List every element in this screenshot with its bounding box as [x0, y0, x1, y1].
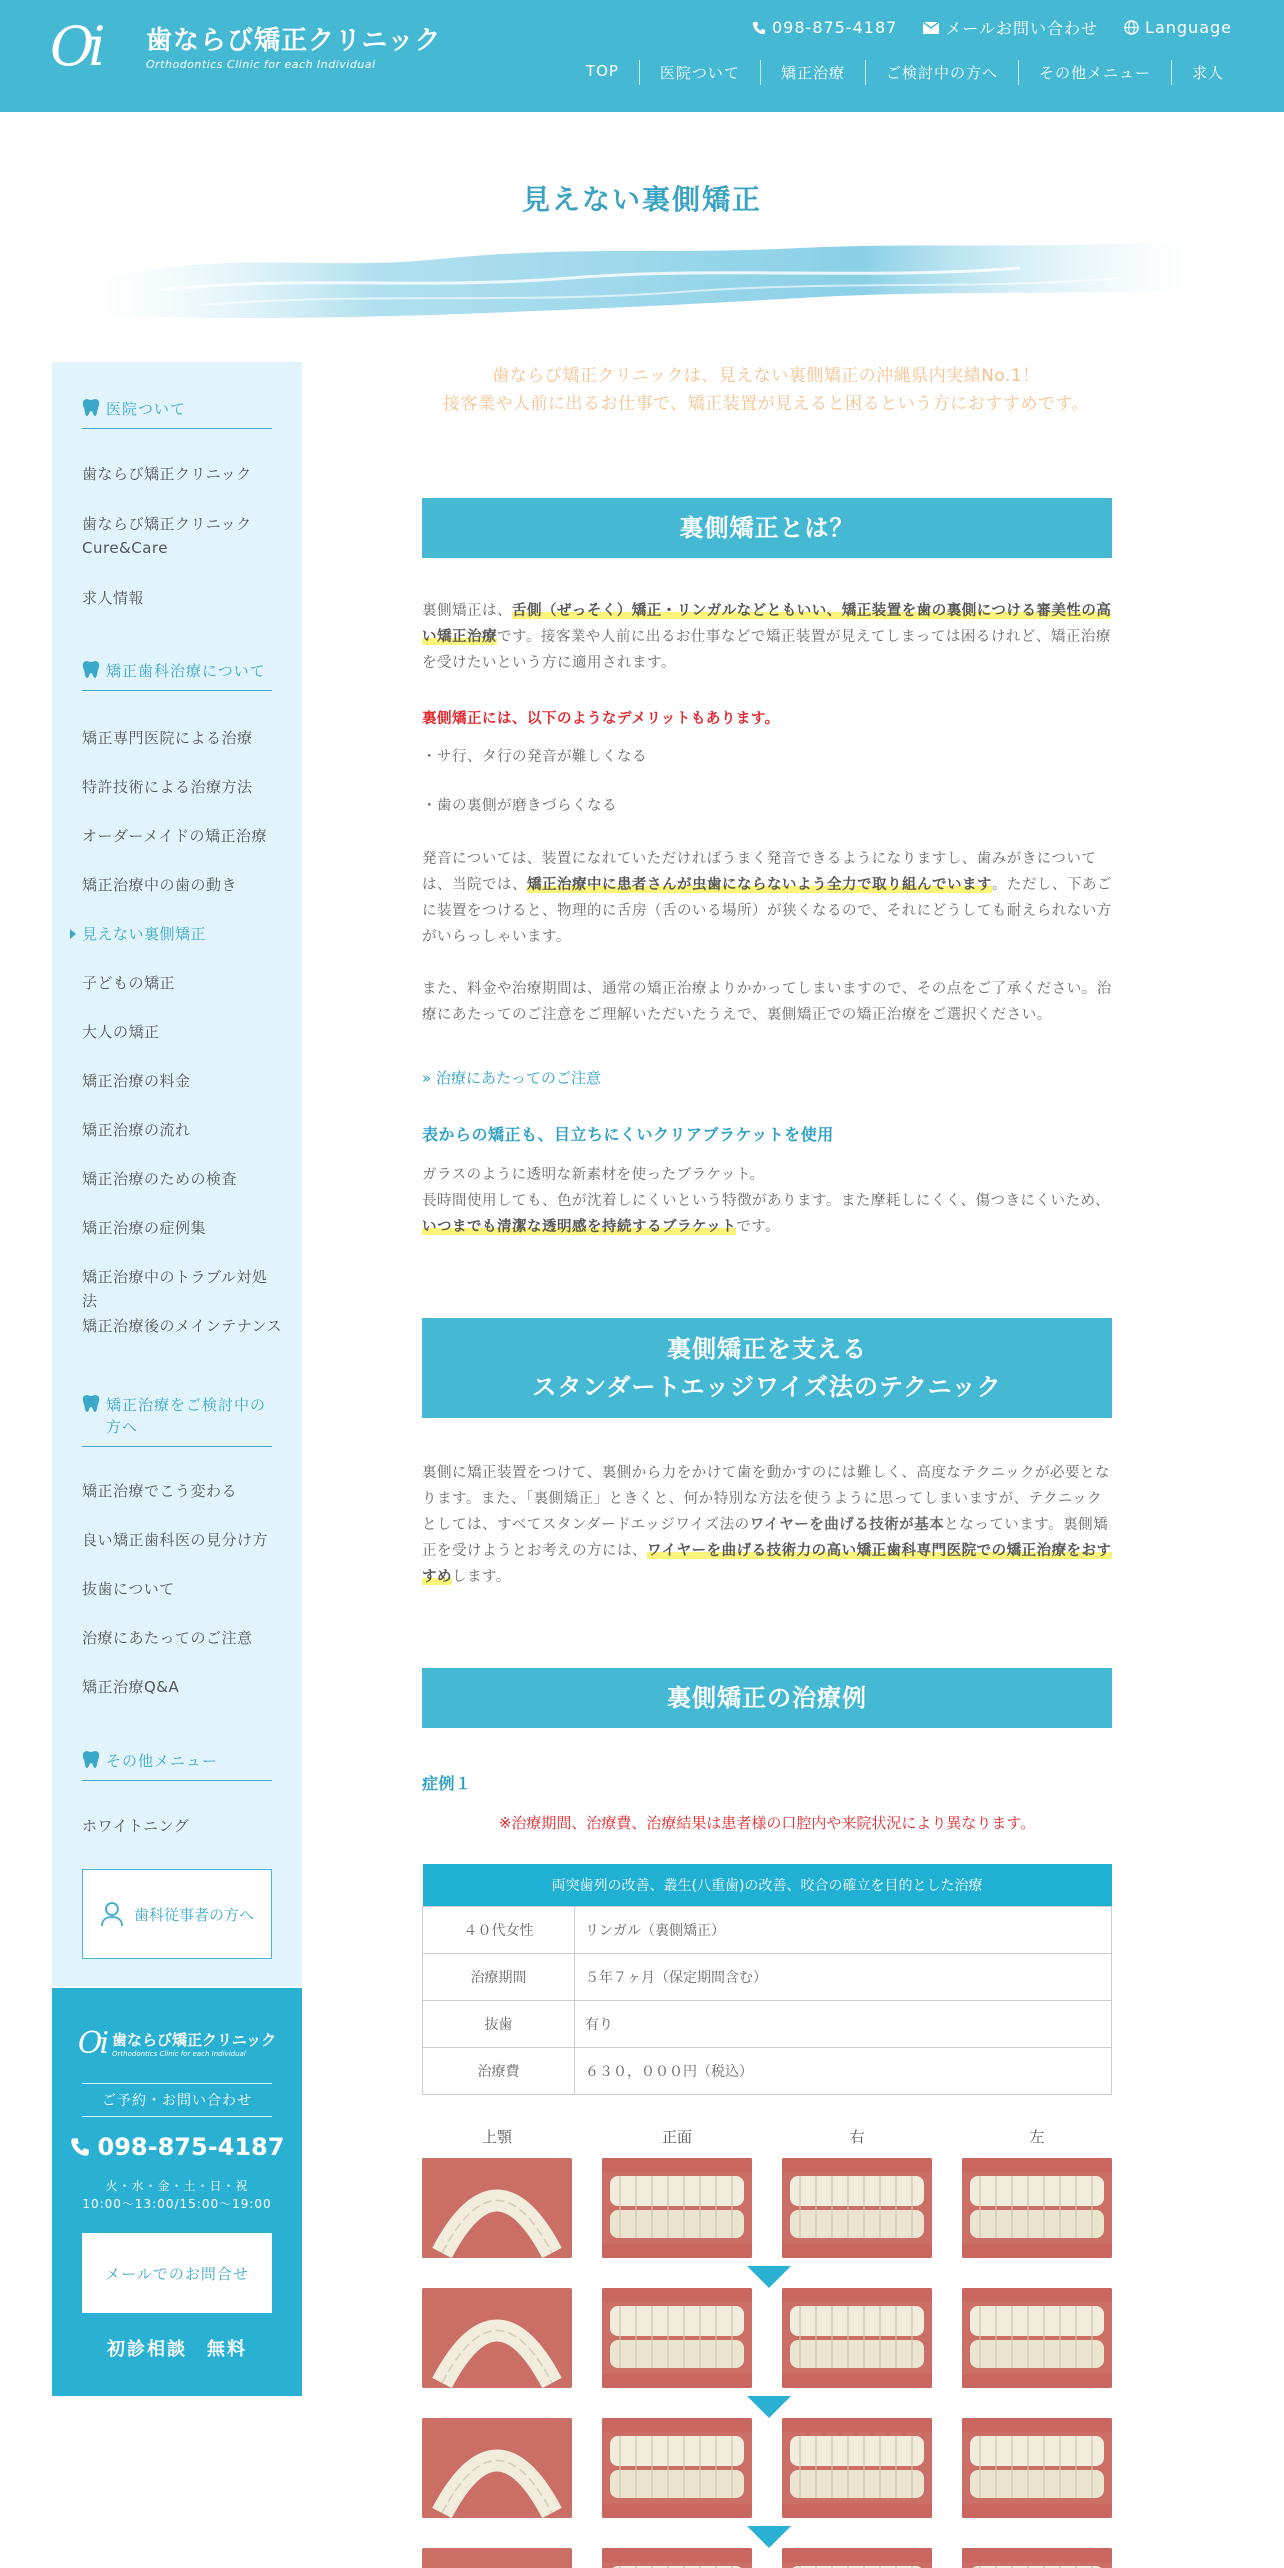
- nav-other-menu[interactable]: その他メニュー: [1018, 60, 1171, 85]
- sidebar-item-adult[interactable]: 大人の矯正: [82, 1023, 160, 1041]
- tooth-icon: [82, 1394, 100, 1414]
- logo-title: 歯ならび矯正クリニック: [146, 25, 442, 56]
- mail-contact-button[interactable]: メールでのお問合せ: [82, 2233, 272, 2313]
- sidebar-item-recruit[interactable]: 求人情報: [82, 589, 145, 607]
- sidebar-item-extraction[interactable]: 抜歯について: [82, 1580, 175, 1598]
- language-link[interactable]: Language: [1124, 16, 1232, 39]
- mail-icon: [923, 22, 939, 34]
- contact-box: [52, 1988, 302, 2396]
- bullet-item: ・サ行、タ行の発音が難しくなる: [422, 749, 647, 765]
- sidebar-item-maintenance[interactable]: 矯正治療後のメインテナンス: [82, 1317, 283, 1335]
- tooth-icon: [82, 1750, 100, 1770]
- photo-label-right: 右: [849, 2128, 865, 2146]
- intro-text: 歯ならび矯正クリニックは、見えない裏側矯正の沖縄県内実績No.1！ 接客業や人前に出るお仕事で、矯正装置が見えると困るという方におすすめです。: [443, 366, 1089, 414]
- sidebar-item-flow[interactable]: 矯正治療の流れ: [82, 1121, 191, 1139]
- contact-hours: 火・水・金・土・日・祝 10:00～13:00/15:00～19:00: [82, 2179, 272, 2211]
- page-title: 見えない裏側矯正: [521, 183, 762, 216]
- site-header: [0, 0, 1284, 112]
- contact-phone[interactable]: 098-875-4187: [52, 2133, 302, 2161]
- case-photo-left: [962, 2548, 1112, 2568]
- table-row: 抜歯 有り: [423, 2000, 1112, 2047]
- logo-mark: Oi: [50, 15, 100, 78]
- nav-top[interactable]: TOP: [585, 62, 619, 80]
- demerit-heading: 裏側矯正には、以下のようなデメリットもあります。: [422, 711, 780, 727]
- sidebar-item-tooth-movement[interactable]: 矯正治療中の歯の動き: [82, 876, 238, 894]
- tooth-icon: [82, 660, 100, 680]
- photo-label-upper: 上顎: [481, 2128, 512, 2146]
- case-photo-upper: [422, 2418, 572, 2518]
- case-photo-left: [962, 2288, 1112, 2388]
- case-photo-left: [962, 2158, 1112, 2258]
- sidebar-item-choose-dentist[interactable]: 良い矯正歯科医の見分け方: [82, 1531, 269, 1549]
- sidebar-item-exam[interactable]: 矯正治療のための検査: [82, 1170, 238, 1188]
- paragraph: 裏側に矯正装置をつけて、裏側から力をかけて歯を動かすのには難しく、高度なテクニックが必要となります。また、「裏側矯正」ときくと、何か特別な方法を使うように思ってしまいますが、テクニックとしては、すべてスタンダードエッジワイズ法のワイヤーを曲げる技術が基本となっています。裏側矯正を受けようとお考えの方には、ワイヤーを曲げる技術力の高い矯正歯科専門医院での矯正治療をおすすめします。: [422, 1465, 1112, 1585]
- paragraph: また、料金や治療期間は、通常の矯正治療よりかかってしまいますので、その点をご了承ください。治療にあたってのご注意をご理解いただいたうえで、裏側矯正での矯正治療をご選択ください。: [422, 981, 1112, 1023]
- sidebar-item-children[interactable]: 子どもの矯正: [82, 974, 176, 992]
- sidebar-item-patent[interactable]: 特許技術による治療方法: [82, 778, 253, 796]
- global-nav: [566, 60, 1244, 85]
- table-title: 両突歯列の改善、叢生(八重歯)の改善、咬合の確立を目的とした治療: [423, 1864, 1112, 1906]
- caution-link[interactable]: » 治療にあたってのご注意: [422, 1069, 601, 1087]
- sidebar-section-ortho: 矯正歯科治療について: [82, 660, 272, 691]
- nav-recruit[interactable]: 求人: [1171, 60, 1244, 85]
- chevron-down-icon: [747, 2396, 791, 2418]
- nav-orthodontics[interactable]: 矯正治療: [760, 60, 865, 85]
- case-photo-right: [782, 2288, 932, 2388]
- free-consultation: 初診相談 無料: [107, 2339, 247, 2360]
- sidebar-item-cases[interactable]: 矯正治療の症例集: [82, 1219, 207, 1237]
- header-phone-link[interactable]: 098-875-4187: [752, 16, 897, 39]
- case-photo-front: [602, 2288, 752, 2388]
- section-heading-edgewise: 裏側矯正を支える スタンダートエッジワイズ法のテクニック: [422, 1318, 1112, 1418]
- sidebar-item-whitening[interactable]: ホワイトニング: [82, 1817, 190, 1835]
- sidebar-item-label: Cure&Care: [82, 539, 168, 557]
- sidebar-item-qa[interactable]: 矯正治療Q&A: [82, 1678, 180, 1696]
- nav-considering[interactable]: ご検討中の方へ: [865, 60, 1018, 85]
- case-photo-right: [782, 2158, 932, 2258]
- sidebar-item-cure-care[interactable]: [82, 512, 282, 560]
- case-photo-upper: [422, 2158, 572, 2258]
- contact-logo: Oi 歯ならび矯正クリニック Orthodontics Clinic for each Individual: [77, 2026, 277, 2061]
- site-logo[interactable]: [50, 15, 442, 78]
- case-photo-front: [602, 2548, 752, 2568]
- table-row: 治療費 ６３０，０００円（税込）: [423, 2047, 1112, 2094]
- case-photo-front: [602, 2158, 752, 2258]
- sidebar: [52, 362, 302, 1986]
- chevron-down-icon: [747, 2266, 791, 2288]
- photo-label-left: 左: [1029, 2128, 1045, 2146]
- doctor-icon: [100, 1901, 124, 1927]
- contact-label: ご予約・お問い合わせ: [82, 2083, 272, 2117]
- paragraph: 発音については、装置になれていただければうまく発音できるようになりますし、歯みがきについては、当院では、矯正治療中に患者さんが虫歯にならないよう全力で取り組んでいます。ただし、下あごに装置をつけると、物理的に舌房（舌のいる場所）が狭くなるので、それにどうしても耐えられない方がいらっしゃいます。: [422, 851, 1112, 945]
- sidebar-item-clinic[interactable]: 歯ならび矯正クリニック: [82, 465, 252, 483]
- water-wave-banner: [100, 220, 1190, 340]
- section-heading-lingual: 裏側矯正とは？: [422, 498, 1112, 558]
- section-heading-case: 裏側矯正の治療例: [422, 1668, 1112, 1728]
- sidebar-item-trouble[interactable]: 矯正治療中のトラブル対処法: [82, 1268, 268, 1310]
- case-photo-right: [782, 2548, 932, 2568]
- sidebar-item-caution[interactable]: 治療にあたってのご注意: [82, 1629, 253, 1647]
- paragraph: ガラスのように透明な新素材を使ったブラケット。 長時間使用しても、色が沈着しにくいという特徴があります。また摩耗しにくく、傷つきにくいため、いつまでも清潔な透明感を持続するブラケットです。: [422, 1167, 1110, 1235]
- sidebar-item-specialist[interactable]: 矯正専門医院による治療: [82, 729, 253, 747]
- bullet-item: ・歯の裏側が磨きづらくなる: [422, 798, 617, 814]
- header-mail-link[interactable]: メールお問い合わせ: [923, 16, 1098, 39]
- case-table: [422, 1864, 1112, 2095]
- case-label: 症例１: [422, 1774, 472, 1793]
- paragraph: 裏側矯正は、舌側（ぜっそく）矯正・リンガルなどともいい、矯正装置を歯の裏側につける審美性の高い矯正治療です。接客業や人前に出るお仕事などで矯正装置が見えてしまっては困るけれど、矯正治療を受けたいという方に適用されます。: [422, 603, 1112, 671]
- tooth-icon: [82, 398, 100, 418]
- case-photo-front: [602, 2418, 752, 2518]
- chevron-down-icon: [747, 2526, 791, 2548]
- table-row: 治療期間 ５年７ヶ月（保定期間含む）: [423, 1953, 1112, 2000]
- case-photo-left: [962, 2418, 1112, 2518]
- phone-icon: [70, 2137, 90, 2157]
- sidebar-section-about: 医院ついて: [82, 398, 272, 429]
- sidebar-item-ordermade[interactable]: オーダーメイドの矯正治療: [82, 827, 267, 845]
- sidebar-item-label: 歯ならび矯正クリニック: [82, 515, 252, 533]
- case-photo-upper: [422, 2548, 572, 2568]
- utility-links: [752, 16, 1232, 39]
- sidebar-item-lingual[interactable]: 見えない裏側矯正: [82, 922, 282, 946]
- case-photo-right: [782, 2418, 932, 2518]
- sidebar-section-other: その他メニュー: [82, 1750, 272, 1781]
- nav-about[interactable]: 医院ついて: [639, 60, 760, 85]
- phone-icon: [752, 21, 766, 35]
- case-note: ※治療期間、治療費、治療結果は患者様の口腔内や来院状況により異なります。: [498, 1814, 1036, 1832]
- dental-staff-button[interactable]: 歯科従事者の方へ: [82, 1869, 272, 1959]
- sidebar-section-considering: 矯正治療をご検討中の 方へ: [82, 1394, 272, 1447]
- sidebar-item-fee[interactable]: 矯正治療の料金: [82, 1072, 191, 1090]
- clear-bracket-heading: 表からの矯正も、目立ちにくいクリアブラケットを使用: [422, 1125, 834, 1144]
- case-photo-upper: [422, 2288, 572, 2388]
- sidebar-item-change[interactable]: 矯正治療でこう変わる: [82, 1482, 238, 1500]
- logo-subtitle: Orthodontics Clinic for each Individual: [146, 57, 376, 71]
- globe-icon: [1124, 20, 1139, 35]
- photo-label-front: 正面: [661, 2128, 692, 2146]
- table-row: ４０代女性 リンガル（裏側矯正）: [423, 1906, 1112, 1953]
